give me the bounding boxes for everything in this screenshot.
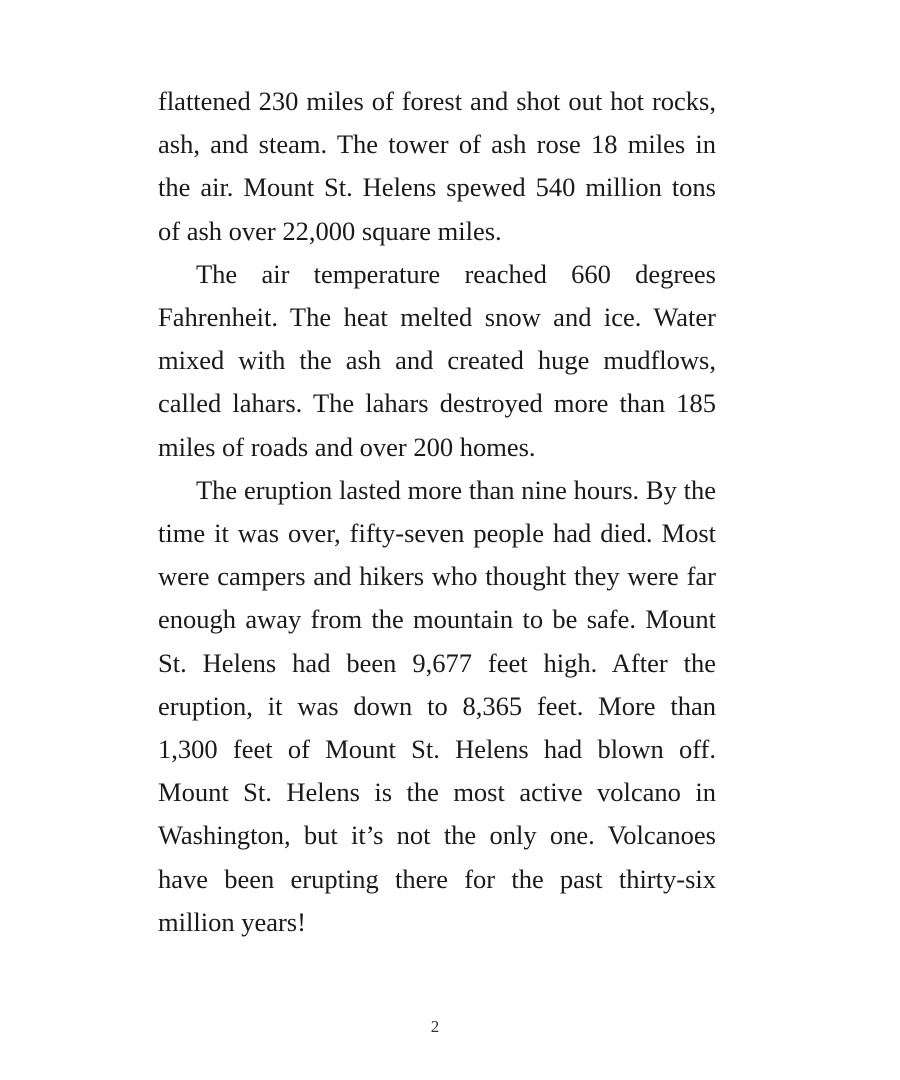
paragraph-2: The air temperature reached 660 degrees Fahrenheit. The heat melted snow and ice. Water mixed with the ash and created huge mudflows, called lahars. The lahars destroyed more than 185 miles of roads and over 200 homes. xyxy=(158,258,716,462)
body-text xyxy=(158,80,716,944)
page-number: 2 xyxy=(430,1017,440,1036)
paragraph-3: The eruption lasted more than nine hours. By the time it was over, fifty-seven people had died. Most were campers and hikers who thought they were far enough away from the mountain to be safe. Mount St. Helens had been 9,677 feet high. After the eruption, it was down to 8,365 feet. More than 1,300 feet of Mount St. Helens had blown off. Mount St. Helens is the most active volcano in Washington, but it’s not the only one. Volcanoes have been erupting there for the past thirty-six million years! xyxy=(158,474,716,937)
paragraph-1: flattened 230 miles of forest and shot out hot rocks, ash, and steam. The tower of ash rose 18 miles in the air. Mount St. Helens spewed 540 million tons of ash over 22,000 square miles. xyxy=(158,86,716,246)
